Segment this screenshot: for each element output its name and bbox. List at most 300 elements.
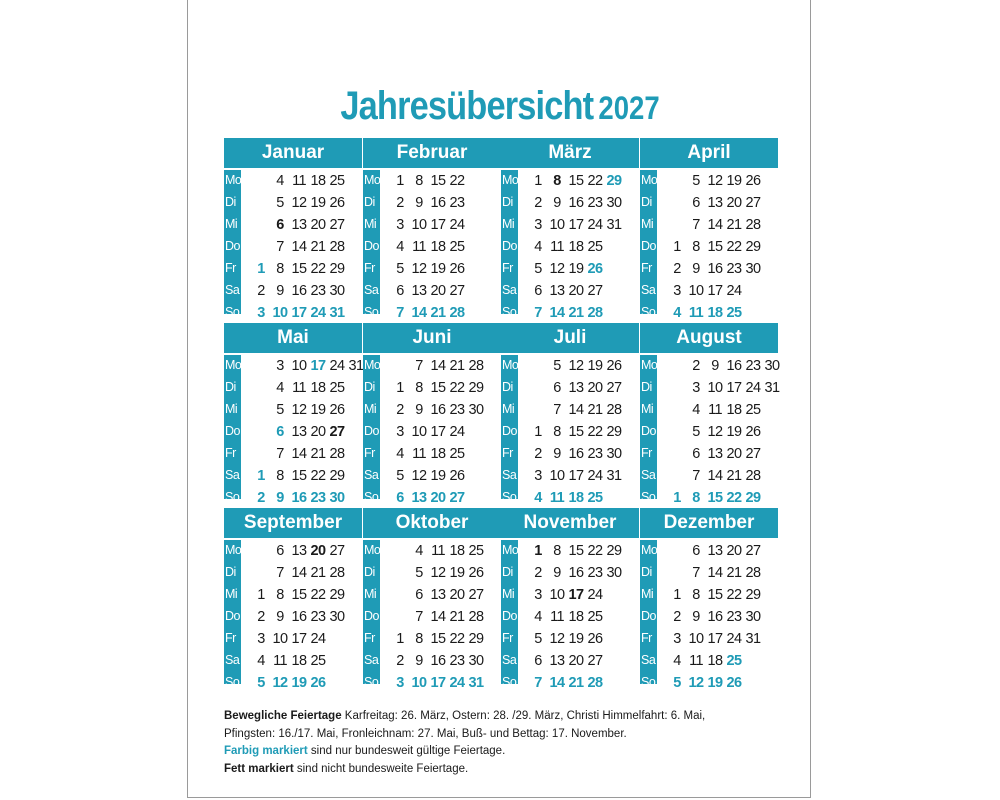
month-6	[363, 323, 501, 506]
calendar-day: 31	[468, 675, 484, 691]
calendar-day: 14	[430, 358, 446, 374]
calendar-day: 29	[329, 468, 345, 484]
calendar-day: 30	[468, 653, 484, 669]
calendar-day: 17	[726, 380, 742, 396]
weekday-label: Mi	[641, 402, 654, 416]
calendar-day: 29	[745, 239, 761, 255]
month-header: August	[640, 323, 778, 353]
calendar-day: 21	[568, 305, 584, 321]
calendar-day: 27	[329, 543, 345, 559]
calendar-day: 27	[329, 217, 345, 233]
legend-text-2: Pfingsten: 16./17. Mai, Fronleichnam: 27. Mai, Buß- und Bettag: 17. November.	[224, 727, 627, 740]
calendar-day: 18	[568, 239, 584, 255]
weekday-label: Sa	[641, 653, 656, 667]
calendar-day: 16	[430, 402, 446, 418]
calendar-day: 22	[726, 239, 742, 255]
legend-line-4	[224, 761, 784, 779]
calendar-day: 11	[431, 543, 445, 559]
calendar-day: 11	[708, 402, 722, 418]
calendar-day: 16	[430, 195, 446, 211]
calendar-day: 5	[396, 468, 404, 484]
calendar-day: 1	[534, 424, 542, 440]
calendar-day: 5	[692, 173, 700, 189]
calendar-day: 29	[745, 587, 761, 603]
month-3	[501, 138, 639, 321]
weekday-label: So	[364, 490, 379, 504]
calendar-day: 24	[310, 305, 326, 321]
month-header: Dezember	[640, 508, 778, 538]
calendar-day: 30	[745, 609, 761, 625]
calendar-day: 18	[291, 653, 307, 669]
calendar-day: 9	[692, 261, 700, 277]
calendar-day: 16	[726, 358, 742, 374]
calendar-day: 25	[329, 173, 345, 189]
calendar-day: 8	[692, 239, 700, 255]
calendar-day: 29	[606, 424, 622, 440]
calendar-day: 20	[726, 543, 742, 559]
calendar-day: 19	[726, 173, 742, 189]
calendar-day: 18	[568, 609, 584, 625]
calendar-day: 22	[587, 543, 603, 559]
calendar-day: 9	[276, 283, 284, 299]
calendar-day: 10	[411, 424, 427, 440]
calendar-day: 2	[673, 609, 681, 625]
calendar-day: 28	[449, 305, 465, 321]
weekday-label: Do	[502, 239, 517, 253]
calendar-day: 12	[430, 565, 446, 581]
calendar-day: 17	[568, 468, 584, 484]
weekday-label: Fr	[641, 261, 652, 275]
calendar-day: 17	[310, 358, 326, 374]
calendar-day: 8	[692, 490, 700, 506]
weekday-label: So	[502, 675, 517, 689]
calendar-day: 30	[329, 609, 345, 625]
weekday-label: Fr	[364, 631, 375, 645]
calendar-day: 24	[449, 675, 465, 691]
calendar-day: 6	[276, 424, 284, 440]
calendar-day: 20	[568, 283, 584, 299]
calendar-day: 18	[430, 446, 446, 462]
month-9	[224, 508, 362, 691]
weekday-label: Mo	[225, 543, 242, 557]
calendar-day: 10	[549, 587, 565, 603]
calendar-day: 14	[291, 446, 307, 462]
calendar-day: 30	[606, 565, 622, 581]
calendar-day: 3	[534, 468, 542, 484]
month-5	[224, 323, 364, 506]
calendar-day: 7	[276, 565, 284, 581]
weekday-label: Sa	[225, 653, 240, 667]
calendar-day: 1	[673, 587, 681, 603]
calendar-day: 3	[396, 424, 404, 440]
calendar-day: 30	[468, 402, 484, 418]
calendar-day: 5	[534, 261, 542, 277]
calendar-day: 16	[707, 609, 723, 625]
calendar-day: 23	[310, 490, 326, 506]
calendar-day: 23	[726, 261, 742, 277]
calendar-day: 19	[726, 424, 742, 440]
calendar-day: 10	[549, 217, 565, 233]
weekday-label: Sa	[641, 283, 656, 297]
calendar-day: 13	[291, 543, 307, 559]
calendar-day: 9	[553, 446, 561, 462]
weekday-label: Mo	[225, 173, 242, 187]
weekday-label: Mo	[225, 358, 242, 372]
calendar-day: 14	[411, 305, 427, 321]
calendar-day: 6	[692, 543, 700, 559]
calendar-day: 3	[673, 631, 681, 647]
weekday-label: Di	[641, 195, 652, 209]
calendar-day: 14	[291, 565, 307, 581]
calendar-day: 8	[692, 587, 700, 603]
calendar-day: 13	[549, 653, 565, 669]
calendar-day: 17	[430, 424, 446, 440]
weekday-label: Di	[364, 195, 375, 209]
calendar-day: 18	[430, 239, 446, 255]
calendar-day: 1	[534, 543, 542, 559]
calendar-day: 1	[257, 468, 265, 484]
calendar-day: 21	[587, 402, 603, 418]
calendar-day: 12	[411, 261, 427, 277]
calendar-day: 6	[534, 283, 542, 299]
calendar-day: 6	[534, 653, 542, 669]
calendar-day: 5	[692, 424, 700, 440]
calendar-day: 17	[291, 305, 307, 321]
calendar-day: 13	[411, 283, 427, 299]
calendar-day: 27	[745, 195, 761, 211]
calendar-day: 25	[449, 239, 465, 255]
calendar-day: 1	[257, 587, 265, 603]
calendar-day: 28	[468, 609, 484, 625]
calendar-day: 7	[276, 446, 284, 462]
calendar-day: 4	[673, 305, 681, 321]
calendar-day: 27	[587, 283, 603, 299]
calendar-day: 30	[329, 283, 345, 299]
calendar-day: 23	[587, 195, 603, 211]
calendar-day: 5	[276, 195, 284, 211]
calendar-day: 2	[257, 490, 265, 506]
calendar-day: 6	[396, 490, 404, 506]
calendar-day: 26	[726, 675, 742, 691]
calendar-day: 8	[415, 631, 423, 647]
weekday-label: Fr	[225, 261, 236, 275]
calendar-day: 26	[449, 468, 465, 484]
calendar-day: 23	[726, 609, 742, 625]
calendar-day: 4	[534, 490, 542, 506]
calendar-day: 5	[396, 261, 404, 277]
calendar-day: 22	[310, 468, 326, 484]
calendar-day: 22	[310, 587, 326, 603]
calendar-day: 23	[745, 358, 761, 374]
weekday-label: Fr	[502, 261, 513, 275]
calendar-day: 18	[726, 402, 742, 418]
calendar-day: 7	[553, 402, 561, 418]
calendar-day: 13	[707, 446, 723, 462]
calendar-day: 15	[568, 543, 584, 559]
calendar-day: 8	[415, 380, 423, 396]
calendar-day: 28	[329, 239, 345, 255]
calendar-day: 30	[606, 195, 622, 211]
calendar-day: 24	[449, 217, 465, 233]
calendar-day: 14	[707, 565, 723, 581]
calendar-day: 7	[415, 609, 423, 625]
calendar-day: 10	[411, 675, 427, 691]
calendar-day: 1	[396, 631, 404, 647]
calendar-day: 24	[726, 631, 742, 647]
calendar-day: 26	[329, 402, 345, 418]
calendar-day: 4	[534, 609, 542, 625]
calendar-day: 15	[430, 173, 446, 189]
calendar-day: 9	[415, 195, 423, 211]
calendar-day: 16	[568, 195, 584, 211]
weekday-label: Mi	[364, 217, 377, 231]
calendar-day: 24	[587, 468, 603, 484]
calendar-day: 22	[310, 261, 326, 277]
weekday-label: Fr	[502, 631, 513, 645]
calendar-day: 25	[726, 305, 742, 321]
weekday-label: Di	[502, 380, 513, 394]
weekday-label: Mo	[502, 358, 519, 372]
calendar-day: 7	[692, 217, 700, 233]
calendar-day: 25	[587, 609, 603, 625]
weekday-label: Do	[502, 609, 517, 623]
calendar-day: 15	[707, 587, 723, 603]
calendar-day: 24	[587, 587, 603, 603]
weekday-label: Fr	[364, 261, 375, 275]
weekday-label: Mo	[502, 173, 519, 187]
calendar-day: 7	[534, 305, 542, 321]
weekday-label: Fr	[364, 446, 375, 460]
calendar-day: 23	[310, 283, 326, 299]
calendar-day: 2	[534, 446, 542, 462]
calendar-day: 11	[412, 239, 426, 255]
calendar-day: 6	[276, 543, 284, 559]
weekday-label: So	[364, 675, 379, 689]
calendar-day: 17	[568, 217, 584, 233]
calendar-day: 6	[276, 217, 284, 233]
calendar-day: 5	[415, 565, 423, 581]
calendar-day: 14	[707, 217, 723, 233]
calendar-day: 3	[692, 380, 700, 396]
calendar-day: 20	[726, 446, 742, 462]
month-header: September	[224, 508, 362, 538]
calendar-day: 1	[396, 380, 404, 396]
calendar-day: 12	[272, 675, 288, 691]
month-header: November	[501, 508, 639, 538]
calendar-day: 17	[568, 587, 584, 603]
calendar-day: 26	[310, 675, 326, 691]
calendar-day: 3	[534, 587, 542, 603]
calendar-day: 4	[396, 446, 404, 462]
calendar-day: 19	[568, 261, 584, 277]
calendar-day: 6	[553, 380, 561, 396]
weekday-label: Sa	[364, 653, 379, 667]
weekday-label: Fr	[641, 631, 652, 645]
calendar-day: 12	[291, 195, 307, 211]
calendar-day: 20	[310, 424, 326, 440]
weekday-label: Sa	[641, 468, 656, 482]
weekday-label: Mi	[502, 217, 515, 231]
calendar-day: 26	[745, 424, 761, 440]
calendar-day: 8	[276, 587, 284, 603]
weekday-label: Di	[225, 195, 236, 209]
weekday-label: Mi	[364, 587, 377, 601]
calendar-day: 2	[396, 195, 404, 211]
calendar-day: 7	[415, 358, 423, 374]
calendar-day: 11	[688, 305, 704, 321]
calendar-day: 19	[310, 402, 326, 418]
weekday-label: Mo	[364, 543, 381, 557]
calendar-day: 24	[449, 424, 465, 440]
calendar-day: 26	[468, 565, 484, 581]
weekday-label: Fr	[641, 446, 652, 460]
calendar-day: 2	[673, 261, 681, 277]
weekday-label: Do	[641, 239, 656, 253]
weekday-label: Mi	[225, 587, 238, 601]
calendar-day: 3	[257, 631, 265, 647]
calendar-day: 20	[568, 653, 584, 669]
calendar-day: 26	[606, 358, 622, 374]
calendar-day: 14	[291, 239, 307, 255]
calendar-day: 15	[707, 239, 723, 255]
calendar-day: 5	[257, 675, 265, 691]
calendar-day: 21	[726, 468, 742, 484]
calendar-day: 2	[692, 358, 700, 374]
calendar-day: 17	[707, 283, 723, 299]
legend-line-1	[224, 708, 784, 726]
calendar-day: 4	[396, 239, 404, 255]
calendar-day: 4	[534, 239, 542, 255]
calendar-day: 1	[257, 261, 265, 277]
month-header: Mai	[224, 323, 362, 353]
calendar-day: 9	[692, 609, 700, 625]
calendar-day: 11	[412, 446, 426, 462]
calendar-day: 31	[348, 358, 364, 374]
title-main: Jahresübersicht	[340, 84, 594, 128]
calendar-day: 15	[291, 587, 307, 603]
calendar-day: 23	[310, 609, 326, 625]
calendar-day: 14	[707, 468, 723, 484]
calendar-day: 7	[534, 675, 542, 691]
calendar-day: 25	[449, 446, 465, 462]
calendar-day: 15	[430, 380, 446, 396]
weekday-label: Sa	[364, 283, 379, 297]
weekday-label: Do	[641, 424, 656, 438]
calendar-day: 18	[707, 653, 723, 669]
calendar-day: 4	[692, 402, 700, 418]
calendar-day: 28	[587, 305, 603, 321]
calendar-day: 9	[276, 609, 284, 625]
calendar-day: 30	[745, 261, 761, 277]
calendar-day: 25	[726, 653, 742, 669]
month-4	[640, 138, 778, 321]
month-2	[363, 138, 501, 321]
legend-bold-label: Fett markiert	[224, 762, 294, 775]
weekday-label: Sa	[225, 468, 240, 482]
calendar-day: 27	[587, 653, 603, 669]
holiday-legend	[224, 708, 784, 778]
calendar-day: 3	[673, 283, 681, 299]
calendar-day: 10	[272, 305, 288, 321]
weekday-label: Di	[364, 565, 375, 579]
calendar-day: 29	[606, 173, 622, 189]
weekday-label: Di	[225, 565, 236, 579]
calendar-day: 18	[707, 305, 723, 321]
weekday-label: Di	[364, 380, 375, 394]
calendar-day: 12	[707, 424, 723, 440]
weekday-label: Sa	[502, 653, 517, 667]
calendar-day: 27	[745, 543, 761, 559]
calendar-day: 20	[587, 380, 603, 396]
weekday-label: Mi	[502, 587, 515, 601]
calendar-day: 29	[468, 380, 484, 396]
calendar-day: 11	[689, 653, 703, 669]
calendar-day: 9	[276, 490, 284, 506]
calendar-day: 16	[568, 565, 584, 581]
calendar-day: 9	[553, 195, 561, 211]
legend-text-1: Karfreitag: 26. März, Ostern: 28. /29. März, Christi Himmelfahrt: 6. Mai,	[341, 710, 706, 722]
calendar-day: 14	[568, 402, 584, 418]
weekday-label: Fr	[225, 446, 236, 460]
weekday-label: Mo	[641, 173, 658, 187]
calendar-day: 10	[272, 631, 288, 647]
calendar-day: 15	[430, 631, 446, 647]
calendar-day: 31	[764, 380, 780, 396]
month-header: Oktober	[363, 508, 501, 538]
calendar-day: 2	[396, 402, 404, 418]
calendar-day: 3	[276, 358, 284, 374]
calendar-day: 11	[292, 173, 306, 189]
weekday-label: Di	[225, 380, 236, 394]
calendar-day: 1	[396, 173, 404, 189]
calendar-day: 19	[707, 675, 723, 691]
calendar-day: 13	[291, 424, 307, 440]
month-1	[224, 138, 362, 321]
calendar-day: 28	[329, 446, 345, 462]
calendar-day: 27	[745, 446, 761, 462]
legend-text-3: sind nur bundesweit gültige Feiertage.	[307, 745, 506, 757]
legend-colored-label: Farbig markiert	[224, 745, 308, 757]
calendar-day: 14	[549, 305, 565, 321]
calendar-day: 24	[587, 217, 603, 233]
month-12	[640, 508, 778, 691]
calendar-day: 22	[587, 173, 603, 189]
calendar-day: 31	[745, 631, 761, 647]
calendar-day: 20	[430, 283, 446, 299]
calendar-day: 1	[534, 173, 542, 189]
weekday-label: Mi	[364, 402, 377, 416]
calendar-day: 26	[449, 261, 465, 277]
calendar-day: 19	[430, 261, 446, 277]
calendar-day: 18	[568, 490, 584, 506]
calendar-day: 28	[587, 675, 603, 691]
calendar-day: 21	[449, 609, 465, 625]
calendar-day: 5	[673, 675, 681, 691]
month-11	[501, 508, 639, 691]
calendar-day: 28	[745, 468, 761, 484]
calendar-day: 12	[568, 358, 584, 374]
calendar-day: 31	[606, 468, 622, 484]
weekday-label: Mo	[364, 173, 381, 187]
calendar-day: 8	[553, 424, 561, 440]
month-header: Juni	[363, 323, 501, 353]
calendar-day: 27	[329, 424, 345, 440]
calendar-day: 6	[692, 195, 700, 211]
calendar-day: 8	[415, 173, 423, 189]
calendar-day: 20	[310, 543, 326, 559]
calendar-day: 2	[534, 565, 542, 581]
weekday-label: Do	[364, 424, 379, 438]
